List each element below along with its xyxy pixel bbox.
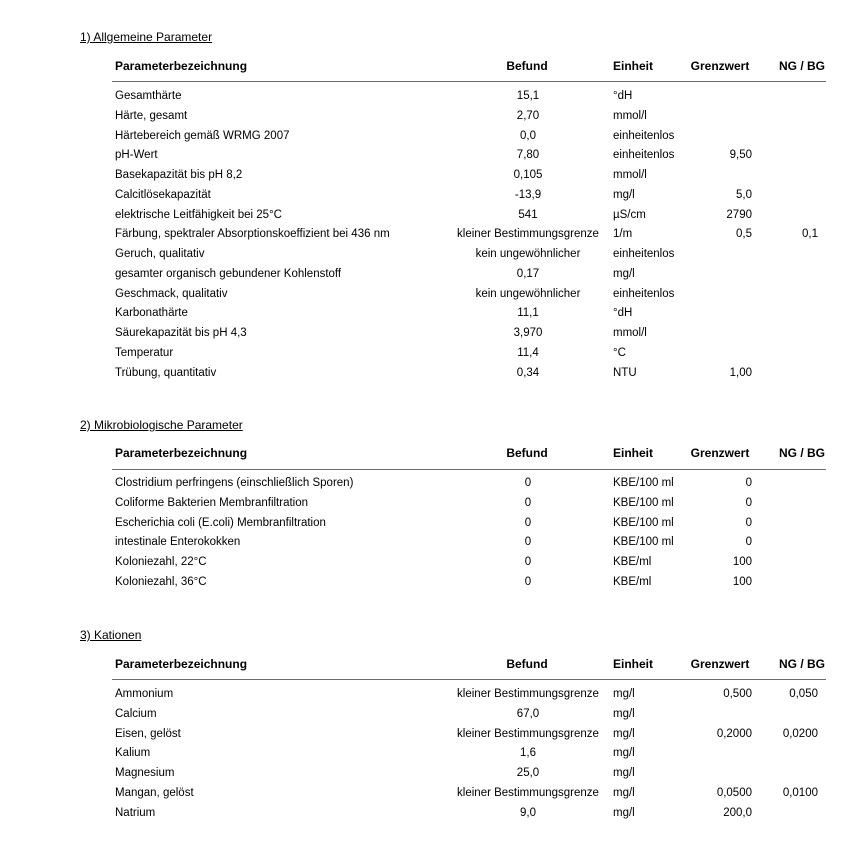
cell-grenzwert: 0	[745, 516, 752, 529]
cell-grenzwert: 9,50	[729, 149, 752, 162]
cell-grenzwert: 200,0	[723, 806, 752, 819]
cell-parameter: Escherichia coli (E.coli) Membranfiltration	[115, 516, 326, 529]
cell-ng-bg: 0,050	[789, 688, 818, 700]
cell-einheit: mg/l	[613, 786, 635, 799]
table-row	[0, 169, 865, 187]
table-header	[0, 657, 865, 675]
table-header	[0, 446, 865, 464]
header-grenzwert: Grenzwert	[690, 59, 750, 73]
cell-einheit: °dH	[613, 307, 633, 320]
cell-parameter: Kalium	[115, 747, 151, 760]
header-divider	[112, 469, 826, 470]
table-row	[0, 477, 865, 495]
cell-einheit: °dH	[613, 90, 633, 102]
cell-einheit: einheitenlos	[613, 149, 675, 162]
cell-befund: 1,6	[520, 747, 536, 760]
cell-parameter: Trübung, quantitativ	[115, 366, 217, 379]
table-row	[0, 90, 865, 108]
table-row	[0, 556, 865, 574]
cell-parameter: Geruch, qualitativ	[115, 248, 205, 260]
cell-parameter: Calcium	[115, 707, 157, 720]
cell-befund: kleiner Bestimmungsgrenze	[457, 228, 599, 241]
cell-befund: 0,34	[516, 366, 540, 379]
cell-parameter: pH-Wert	[115, 149, 158, 162]
header-ng-bg: NG / BG	[778, 59, 825, 73]
section-title: 1) Allgemeine Parameter	[80, 30, 213, 44]
cell-grenzwert: 0,2000	[716, 727, 752, 740]
cell-einheit: mmol/l	[613, 169, 647, 181]
cell-einheit: mg/l	[613, 188, 635, 201]
cell-befund: 541	[518, 208, 538, 221]
cell-befund: 9,0	[520, 806, 536, 819]
table-row	[0, 189, 865, 207]
cell-befund: 3,970	[513, 327, 543, 339]
table-row	[0, 807, 865, 825]
table-row	[0, 728, 865, 746]
table-row	[0, 517, 865, 535]
cell-parameter: Coliforme Bakterien Membranfiltration	[115, 496, 309, 509]
cell-einheit: einheitenlos	[613, 129, 675, 142]
cell-einheit: KBE/ml	[613, 556, 652, 568]
cell-einheit: KBE/100 ml	[613, 536, 674, 549]
cell-befund: kleiner Bestimmungsgrenze	[457, 688, 599, 700]
cell-grenzwert: 0	[745, 496, 752, 509]
cell-befund: 7,80	[516, 149, 540, 162]
cell-einheit: KBE/100 ml	[613, 516, 674, 529]
cell-befund: -13,9	[514, 188, 542, 201]
cell-einheit: KBE/ml	[613, 575, 652, 588]
table-row	[0, 228, 865, 246]
cell-grenzwert: 100	[732, 556, 752, 568]
table-row	[0, 288, 865, 306]
table-row	[0, 767, 865, 785]
cell-parameter: Säurekapazität bis pH 4,3	[115, 327, 247, 339]
cell-parameter: Färbung, spektraler Absorptionskoeffizient bei 436 nm	[115, 228, 390, 241]
table-row	[0, 110, 865, 128]
cell-befund: 0	[524, 477, 532, 489]
cell-befund: 0	[524, 496, 532, 509]
header-grenzwert: Grenzwert	[690, 657, 750, 671]
cell-befund: 67,0	[516, 707, 540, 720]
header-parameterbezeichnung: Parameterbezeichnung	[115, 657, 248, 671]
cell-befund: kleiner Bestimmungsgrenze	[457, 727, 599, 740]
cell-parameter: Temperatur	[115, 346, 174, 359]
cell-parameter: elektrische Leitfähigkeit bei 25°C	[115, 208, 282, 221]
header-einheit: Einheit	[613, 59, 654, 73]
cell-befund: kein ungewöhnlicher	[475, 287, 581, 300]
cell-einheit: mg/l	[613, 806, 635, 819]
header-ng-bg: NG / BG	[778, 446, 825, 460]
table-row	[0, 209, 865, 227]
cell-einheit: 1/m	[613, 228, 633, 241]
cell-einheit: µS/cm	[613, 208, 646, 221]
cell-parameter: Mangan, gelöst	[115, 786, 194, 799]
cell-befund: 0	[524, 556, 532, 568]
cell-einheit: mg/l	[613, 767, 635, 779]
header-grenzwert: Grenzwert	[690, 446, 750, 460]
cell-einheit: mg/l	[613, 727, 635, 740]
header-divider	[112, 679, 826, 680]
cell-einheit: KBE/100 ml	[613, 477, 674, 489]
cell-parameter: Magnesium	[115, 767, 175, 779]
header-ng-bg: NG / BG	[778, 657, 825, 671]
cell-grenzwert: 1,00	[729, 366, 752, 379]
cell-befund: kein ungewöhnlicher	[475, 248, 581, 260]
section-title: 3) Kationen	[80, 628, 142, 642]
cell-einheit: °C	[613, 346, 626, 359]
cell-grenzwert: 2790	[726, 208, 752, 221]
table-row	[0, 149, 865, 167]
table-row	[0, 497, 865, 515]
cell-parameter: Karbonathärte	[115, 307, 188, 320]
cell-befund: 2,70	[516, 109, 540, 122]
cell-grenzwert: 0	[745, 477, 752, 489]
cell-befund: 0	[524, 536, 532, 549]
cell-parameter: Härtebereich gemäß WRMG 2007	[115, 129, 290, 142]
cell-parameter: gesamter organisch gebundener Kohlenstoff	[115, 267, 342, 280]
table-row	[0, 688, 865, 706]
table-row	[0, 248, 865, 266]
cell-parameter: Clostridium perfringens (einschließlich Sporen)	[115, 477, 354, 489]
cell-befund: 0	[524, 516, 532, 529]
cell-einheit: mg/l	[613, 747, 635, 760]
cell-parameter: Ammonium	[115, 688, 174, 700]
table-row	[0, 367, 865, 385]
table-row	[0, 347, 865, 365]
header-parameterbezeichnung: Parameterbezeichnung	[115, 446, 248, 460]
table-row	[0, 327, 865, 345]
cell-grenzwert: 5,0	[736, 188, 752, 201]
cell-parameter: Geschmack, qualitativ	[115, 287, 228, 300]
cell-grenzwert: 0,0500	[716, 786, 752, 799]
table-row	[0, 576, 865, 594]
cell-befund: 0,17	[516, 267, 540, 280]
table-row	[0, 708, 865, 726]
cell-befund: 11,4	[517, 346, 539, 359]
cell-befund: 0,105	[513, 169, 543, 181]
section-title: 2) Mikrobiologische Parameter	[80, 418, 243, 432]
cell-einheit: einheitenlos	[613, 248, 675, 260]
cell-grenzwert: 0,5	[736, 228, 752, 241]
header-einheit: Einheit	[613, 657, 654, 671]
cell-befund: 15,1	[516, 90, 540, 102]
cell-parameter: Basekapazität bis pH 8,2	[115, 169, 243, 181]
header-divider	[112, 81, 826, 82]
cell-einheit: NTU	[613, 366, 637, 379]
header-befund: Befund	[506, 59, 548, 73]
cell-ng-bg: 0,0100	[782, 786, 818, 799]
cell-parameter: intestinale Enterokokken	[115, 536, 241, 549]
cell-einheit: mg/l	[613, 267, 635, 280]
cell-parameter: Eisen, gelöst	[115, 727, 181, 740]
cell-befund: kleiner Bestimmungsgrenze	[457, 786, 599, 799]
cell-befund: 0,0	[520, 129, 536, 142]
cell-einheit: KBE/100 ml	[613, 496, 674, 509]
cell-parameter: Härte, gesamt	[115, 109, 188, 122]
cell-einheit: mg/l	[613, 707, 635, 720]
table-row	[0, 536, 865, 554]
cell-parameter: Natrium	[115, 806, 156, 819]
cell-parameter: Gesamthärte	[115, 90, 182, 102]
header-befund: Befund	[506, 657, 548, 671]
table-row	[0, 307, 865, 325]
cell-befund: 11,1	[517, 307, 539, 320]
cell-einheit: mmol/l	[613, 109, 647, 122]
table-row	[0, 787, 865, 805]
table-row	[0, 747, 865, 765]
cell-einheit: einheitenlos	[613, 287, 675, 300]
cell-einheit: mmol/l	[613, 327, 647, 339]
cell-einheit: mg/l	[613, 688, 635, 700]
header-einheit: Einheit	[613, 446, 654, 460]
table-row	[0, 130, 865, 148]
cell-parameter: Koloniezahl, 36°C	[115, 575, 207, 588]
cell-parameter: Calcitlösekapazität	[115, 188, 211, 201]
cell-ng-bg: 0,1	[802, 228, 818, 241]
cell-befund: 25,0	[516, 767, 540, 779]
header-befund: Befund	[506, 446, 548, 460]
cell-parameter: Koloniezahl, 22°C	[115, 556, 207, 568]
cell-grenzwert: 0,500	[723, 688, 752, 700]
table-row	[0, 268, 865, 286]
header-parameterbezeichnung: Parameterbezeichnung	[115, 59, 248, 73]
cell-grenzwert: 100	[732, 575, 752, 588]
table-header	[0, 59, 865, 77]
cell-befund: 0	[524, 575, 532, 588]
cell-ng-bg: 0,0200	[782, 727, 818, 740]
cell-grenzwert: 0	[745, 536, 752, 549]
